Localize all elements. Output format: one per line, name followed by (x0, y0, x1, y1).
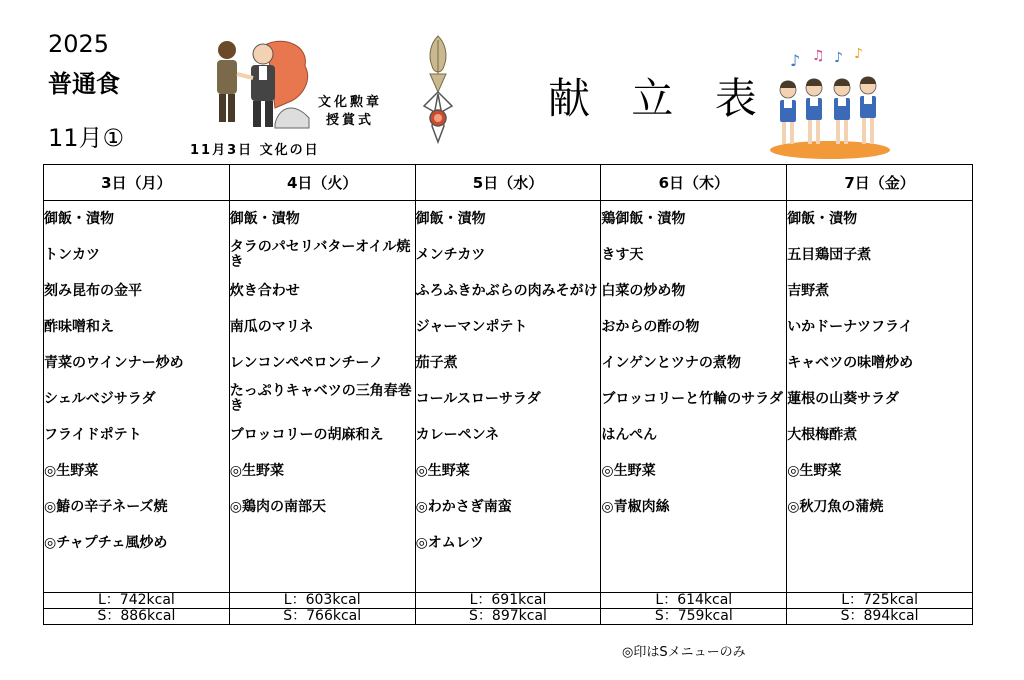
day-menu-cell (229, 201, 415, 593)
menu-item: ◎生野菜 (787, 462, 842, 479)
day-menu-cell (44, 201, 230, 593)
kcal-l-row (44, 593, 973, 609)
svg-text:♪: ♪ (790, 51, 801, 70)
menu-item: 吉野煮 (787, 282, 830, 299)
menu-item: ◎生野菜 (415, 462, 470, 479)
menu-item: フライドポテト (44, 426, 142, 443)
caption-line-2: 授賞式 (326, 113, 375, 128)
year-label: 2025 (48, 30, 110, 58)
menu-item: 御飯・漬物 (229, 210, 300, 227)
menu-item: ◎生野菜 (44, 462, 99, 479)
singing-children-illustration (768, 44, 892, 160)
menu-item: ◎青椒肉絲 (601, 498, 670, 515)
kcal-l-value: L：614kcal (601, 593, 787, 609)
menu-item: 鶏御飯・漬物 (601, 210, 686, 227)
award-ceremony-illustration (205, 36, 317, 132)
medal-illustration (418, 34, 458, 150)
menu-items-row (44, 201, 973, 593)
holiday-label: 11月3日 文化の日 (190, 143, 320, 158)
kcal-s-row (44, 609, 973, 625)
menu-item: 炊き合わせ (229, 282, 300, 299)
menu-item: 御飯・漬物 (415, 210, 486, 227)
kcal-l-value: L：691kcal (415, 593, 601, 609)
menu-item: ブロッコリーと竹輪のサラダ (601, 390, 783, 407)
menu-item: 白菜の炒め物 (601, 282, 686, 299)
kcal-l-value: L：742kcal (44, 593, 230, 609)
menu-item: コールスローサラダ (415, 390, 541, 407)
menu-item: 御飯・漬物 (787, 210, 858, 227)
day-header: 6日（木） (601, 165, 787, 201)
kcal-s-value: S：759kcal (601, 609, 787, 625)
menu-item: メンチカツ (415, 246, 486, 263)
kcal-s-value: S：897kcal (415, 609, 601, 625)
menu-item: ジャーマンポテト (415, 318, 528, 335)
menu-item: たっぷりキャベツの三角春巻き (229, 383, 412, 414)
menu-item: 五目鶏団子煮 (787, 246, 872, 263)
menu-item: 酢味噌和え (44, 318, 114, 335)
menu-item: 青菜のウインナー炒め (44, 354, 184, 371)
diet-type-label: 普通食 (48, 70, 120, 98)
menu-item: トンカツ (44, 246, 100, 263)
day-header-row (44, 165, 973, 201)
day-header: 7日（金） (787, 165, 973, 201)
menu-item: インゲンとツナの煮物 (601, 354, 741, 371)
menu-item: ◎秋刀魚の蒲焼 (787, 498, 884, 515)
menu-item: キャベツの味噌炒め (787, 354, 914, 371)
menu-item: 茄子煮 (415, 354, 458, 371)
menu-item: タラのパセリバターオイル焼き (229, 239, 411, 270)
footnote: ◎印はSメニューのみ (622, 645, 746, 660)
menu-item: きす天 (601, 246, 644, 263)
menu-item: ◎鶏肉の南部天 (229, 498, 327, 515)
kcal-l-value: L：603kcal (229, 593, 415, 609)
menu-item: 蓮根の山葵サラダ (787, 390, 900, 407)
menu-item: ◎オムレツ (415, 534, 484, 551)
menu-item: ◎チャプチェ風炒め (44, 534, 168, 551)
svg-text:♪: ♪ (854, 46, 863, 62)
menu-item: はんぺん (601, 426, 658, 443)
kcal-s-value: S：766kcal (229, 609, 415, 625)
page-title: 献 立 表 (548, 74, 771, 123)
menu-item: 南瓜のマリネ (229, 318, 314, 335)
day-menu-cell (415, 201, 601, 593)
menu-item: カレーペンネ (415, 426, 500, 443)
month-label: 11月① (48, 124, 125, 152)
menu-table (43, 164, 973, 625)
kcal-s-value: S：886kcal (44, 609, 230, 625)
menu-item: シェルベジサラダ (44, 390, 156, 407)
day-menu-cell (601, 201, 787, 593)
svg-text:♫: ♫ (812, 48, 825, 64)
day-header: 5日（水） (415, 165, 601, 201)
menu-item: ◎生野菜 (601, 462, 656, 479)
menu-item: 大根梅酢煮 (787, 426, 858, 443)
menu-item: ◎生野菜 (229, 462, 285, 479)
kcal-s-value: S：894kcal (787, 609, 973, 625)
menu-item: ブロッコリーの胡麻和え (229, 426, 384, 443)
day-header: 4日（火） (229, 165, 415, 201)
menu-item: レンコンペペロンチーノ (229, 354, 384, 371)
menu-item: ふろふきかぶらの肉みそがけ (415, 282, 598, 299)
menu-item: ◎鰆の辛子ネーズ焼 (44, 498, 168, 515)
svg-text:♪: ♪ (834, 50, 843, 66)
menu-item: いかドーナツフライ (787, 318, 913, 335)
day-menu-cell (787, 201, 973, 593)
menu-item: ◎わかさぎ南蛮 (415, 498, 512, 515)
kcal-l-value: L：725kcal (787, 593, 973, 609)
day-header: 3日（月） (44, 165, 230, 201)
menu-item: おからの酢の物 (601, 318, 700, 335)
menu-item: 刻み昆布の金平 (44, 282, 142, 299)
ceremony-caption (318, 94, 382, 130)
caption-line-1: 文化勲章 (318, 95, 383, 110)
menu-item: 御飯・漬物 (44, 210, 114, 227)
